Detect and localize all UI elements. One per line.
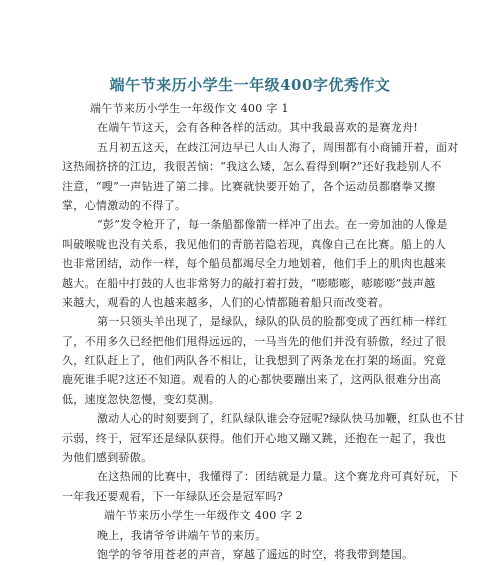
paragraph-line: 叫破喉咙也没有关系，我见他们的青筋若隐若现，真像自己在比赛。船上的人 bbox=[62, 238, 447, 251]
paragraph-line: 五月初五这天，在歧江河边早已人山人海了，周围都有小商铺开着，面对 bbox=[97, 141, 459, 154]
paragraph-line: 为他们感到骄傲。 bbox=[62, 451, 153, 464]
paragraph-line: 在端午节这天，会有各种各样的活动。其中我最喜欢的是赛龙舟! bbox=[97, 121, 419, 134]
paragraph-line: “彭”发令枪开了，每一条船都像箭一样冲了出去。在一旁加油的人像是 bbox=[97, 218, 448, 231]
paragraph-line: 了，不用多久已经把他们甩得远远的，一马当先的他们并没有骄傲，经过了很 bbox=[62, 335, 447, 348]
paragraph-line: 久，红队赶上了，他们两队各不相让，让我想到了两条龙在打架的场面。究竟 bbox=[62, 354, 447, 367]
paragraph-line: 注意，“嗖”一声钻进了第二排。比赛就快要开始了，各个运动员都磨拳又擦 bbox=[62, 180, 436, 193]
paragraph-line: 低，速度忽快忽慢，变幻莫测。 bbox=[62, 393, 221, 406]
paragraph-line: 晚上，我请爷爷讲端午节的来历。 bbox=[97, 529, 267, 542]
paragraph-line: 第一只领头羊出现了，是绿队，绿队的队员的脸都变成了西红柿一样红 bbox=[97, 315, 448, 328]
paragraph-line: 饱学的爷爷用苍老的声音，穿越了遥远的时空，将我带到楚国。 bbox=[97, 548, 414, 561]
section-heading-1: 端午节来历小学生一年级作文 400 字 1 bbox=[90, 102, 289, 115]
paragraph-line: 一年我还要观看，下一年绿队还会是冠军吗? bbox=[62, 490, 283, 503]
paragraph-line: 示弱，终于，冠军还是绿队获得。他们开心地又蹦又跳，还抱在一起了，我也 bbox=[62, 432, 447, 445]
paragraph-line: 也非常团结，动作一样，每个船员都竭尽全力地划着，他们手上的肌肉也越来 bbox=[62, 257, 447, 270]
paragraph-line: 在这热闹的比赛中，我懂得了：团结就是力量。这个赛龙舟可真好玩，下 bbox=[97, 470, 459, 483]
paragraph-line: 激动人心的时刻要到了，红队绿队谁会夺冠呢?绿队快马加鞭，红队也不甘 bbox=[97, 412, 465, 425]
paragraph-line: 鹿死谁手呢?这还不知道。观看的人的心都快要蹦出来了，这两队很难分出高 bbox=[62, 373, 442, 386]
paragraph-line: 这热闹挤挤的江边，我很苦恼：“我这么矮，怎么看得到啊?”还好我趁别人不 bbox=[62, 160, 442, 173]
paragraph-line: 来越大，观看的人也越来越多，人们的心情都随着船只而改变着。 bbox=[62, 296, 390, 309]
article-title: 端午节来历小学生一年级400字优秀作文 bbox=[109, 76, 391, 94]
paragraph-line: 掌，心情激动的不得了。 bbox=[62, 199, 187, 212]
paragraph-line: 越大。在船中打鼓的人也非常努力的敲打着打鼓，“嘭嘭嘭，嘭嘭嘭”鼓声越 bbox=[62, 277, 436, 290]
section-heading-2: 端午节来历小学生一年级作文 400 字 2 bbox=[104, 509, 303, 522]
